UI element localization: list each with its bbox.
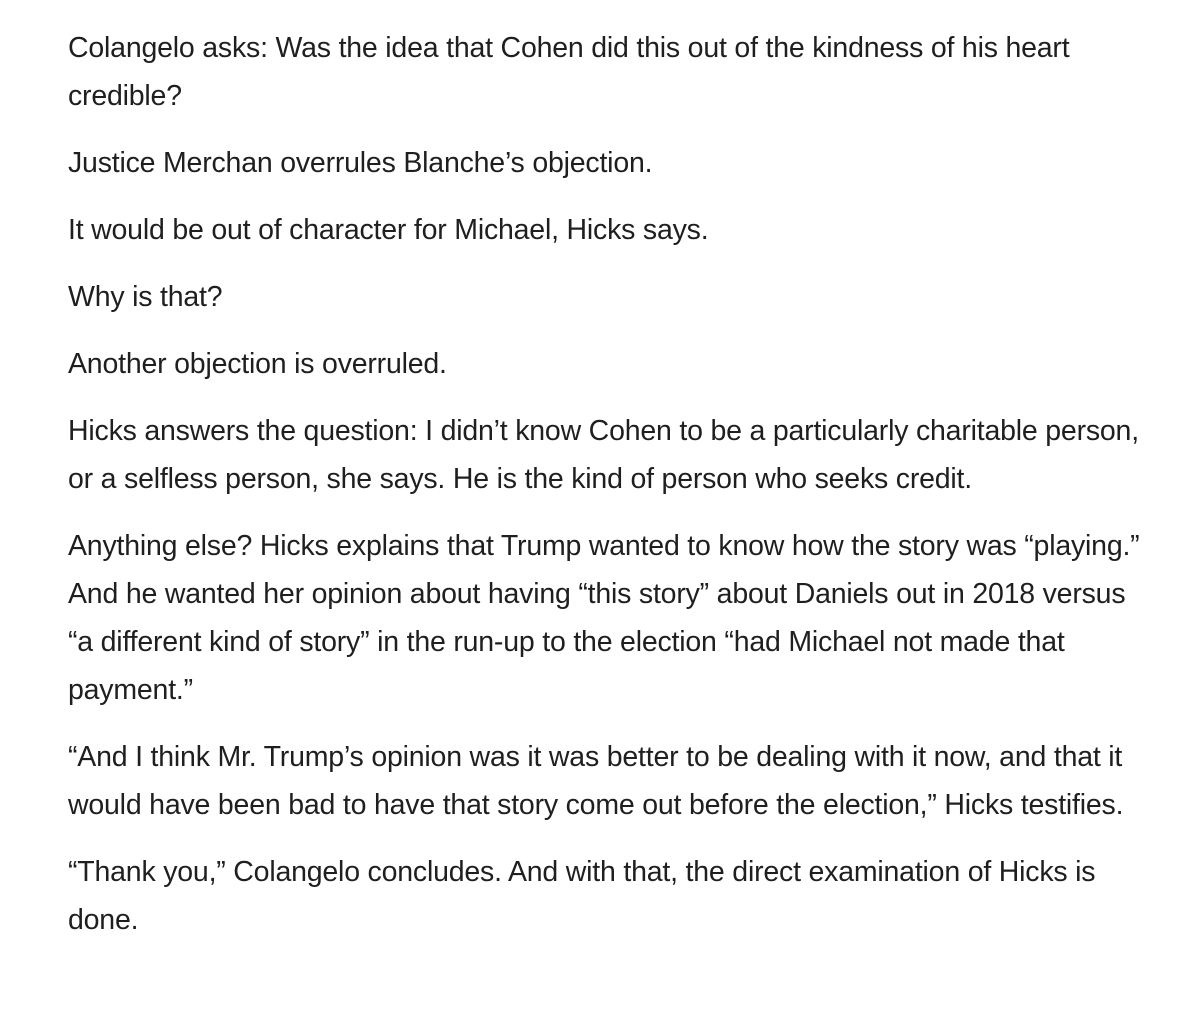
paragraph-objection-overruled: Another objection is overruled. [68, 348, 447, 380]
article-body [68, 24, 1158, 963]
paragraph-thank-you: “Thank you,” Colangelo concludes. And with that, the direct examination of Hicks is done. [68, 856, 1096, 936]
paragraph-merchan-overrules: Justice Merchan overrules Blanche’s objection. [68, 147, 653, 179]
paragraph-colangelo-asks: Colangelo asks: Was the idea that Cohen did this out of the kindness of his heart credible? [68, 32, 1070, 112]
paragraph-hicks-answers: Hicks answers the question: I didn’t know Cohen to be a particularly charitable person, or a selfless person, she says. He is the kind of person who seeks credit. [68, 415, 1139, 495]
paragraph-why-is-that: Why is that? [68, 281, 223, 313]
paragraph-anything-else: Anything else? Hicks explains that Trump wanted to know how the story was “playing.” And he wanted her opinion about having “this story” about Daniels out in 2018 versus “a different kind of story” in the run-up to the election “had Michael not made that payment.” [68, 530, 1140, 706]
paragraph-out-of-character: It would be out of character for Michael, Hicks says. [68, 214, 709, 246]
paragraph-trump-opinion: “And I think Mr. Trump’s opinion was it was better to be dealing with it now, and that it would have been bad to have that story come out before the election,” Hicks testifies. [68, 741, 1124, 821]
